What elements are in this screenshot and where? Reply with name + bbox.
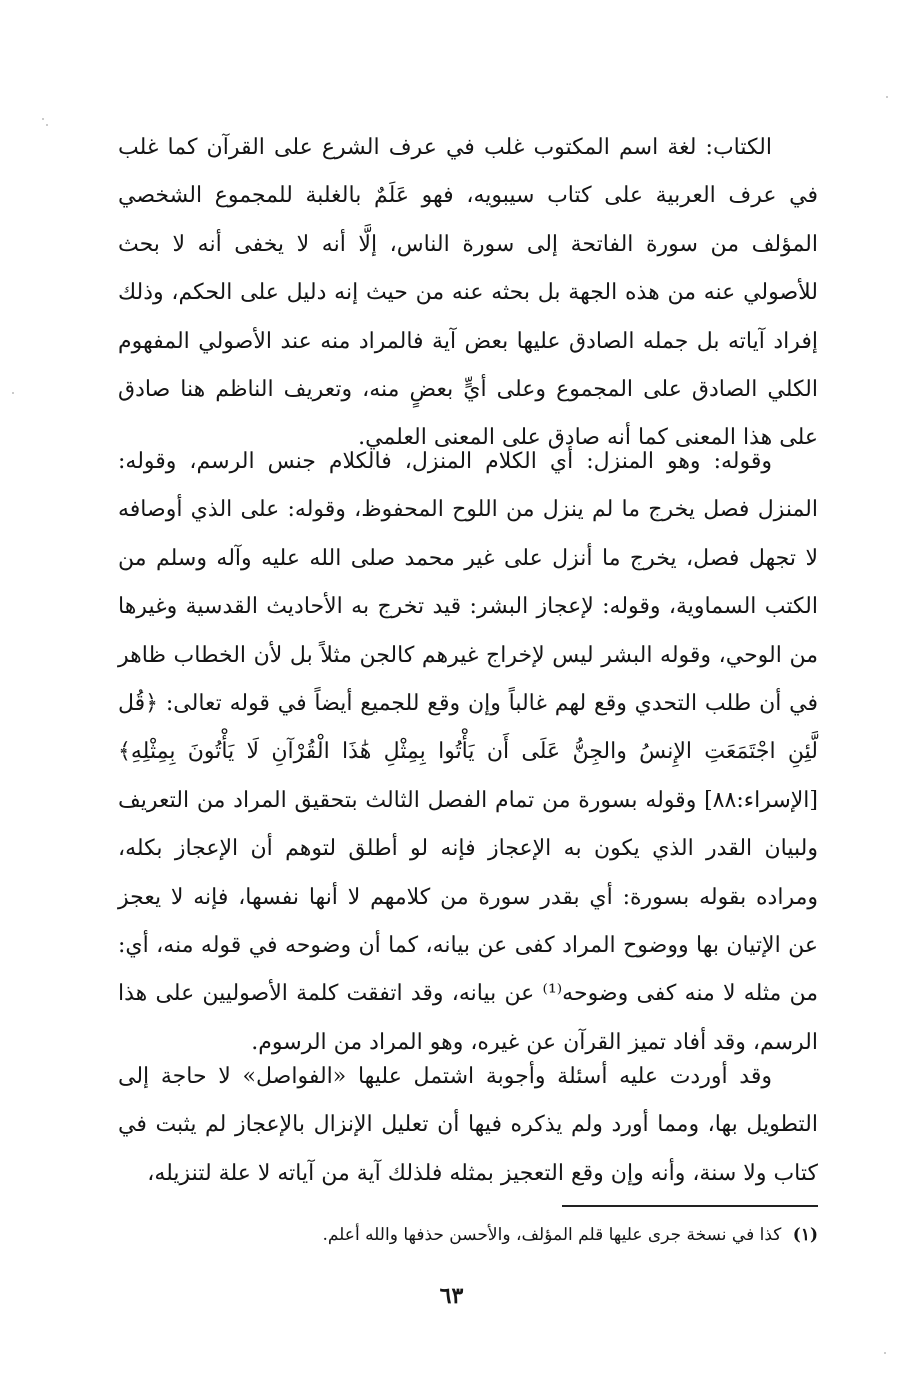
body-paragraph-1 (118, 124, 818, 463)
page-number: ٦٣ (439, 1283, 464, 1309)
footnote-divider (562, 1205, 818, 1207)
paragraph-text: وقد أوردت عليه أسئلة وأجوبة اشتمل عليها «الفواصل» لا حاجة إلى التطويل بها، ومما أورد ولم يذكره فيها أن تعليل الإنزال بالإعجاز لم يثبت في كتاب ولا سنة، وأنه وإن وقع التعجيز بمثله فلذلك آية من آياته لا علة لتنزيله، (118, 1064, 818, 1186)
paper-speck (886, 96, 888, 98)
footnote-text: كذا في نسخة جرى عليها قلم المؤلف، والأحسن حذفها والله أعلم. (322, 1225, 782, 1245)
footnote-marker: (١) (792, 1225, 818, 1245)
footnote (118, 1219, 818, 1251)
paper-speck (42, 118, 44, 120)
paper-speck (884, 1352, 886, 1354)
body-paragraph-2 (118, 438, 818, 1067)
body-paragraph-3 (118, 1053, 818, 1198)
paper-speck (46, 124, 48, 126)
paragraph-text: الكتاب: لغة اسم المكتوب غلب في عرف الشرع على القرآن كما غلب في عرف العربية على كتاب سيبويه، فهو عَلَمٌ بالغلبة للمجموع الشخصي المؤلف من سورة الفاتحة إلى سورة الناس، إلَّا أنه لا يخفى أنه لا بحث للأصولي عنه من هذه الجهة بل بحثه عنه من حيث إنه دليل على الحكم، وذلك إفراد آياته بل جمله الصادق عليها بعض آية فالمراد منه عند الأصولي المفهوم الكلي الصادق على المجموع وعلى أيٍّ بعضٍ منه، وتعريف الناظم هنا صادق على هذا المعنى كما أنه صادق على المعنى العلمي. (118, 135, 818, 451)
paper-speck (12, 392, 14, 394)
paragraph-text: وقوله: وهو المنزل: أي الكلام المنزل، فالكلام جنس الرسم، وقوله: المنزل فصل يخرج ما لم ينزل من اللوح المحفوظ، وقوله: على الذي أوصافه لا تجهل فصل، يخرج ما أنزل على غير محمد صلى الله عليه وآله وسلم من الكتب السماوية، وقوله: لإعجاز البشر: قيد تخرج به الأحاديث القدسية وغيرها من الوحي، وقوله البشر ليس لإخراج غيرهم كالجن مثلاً بل لأن الخطاب ظاهر في أن طلب التحدي وقع لهم غالباً وإن وقع للجميع أيضاً في قوله تعالى: ﴿قُل لَّئِنِ اجْتَمَعَتِ الإِنسُ والجِنُّ عَلَى أَن يَأْتُوا بِمِثْلِ هَٰذَا الْقُرْآنِ لَا يَأْتُونَ بِمِثْلِهِ﴾ [الإسراء:٨٨] وقوله بسورة من تمام الفصل الثالث بتحقيق المراد من التعريف ولبيان القدر الذي يكون به الإعجاز فإنه لو أطلق لتوهم أن الإعجاز بكله، ومراده بقوله بسورة: أي بقدر سورة من كلامهم لا أنها نفسها، فإنه لا يعجز عن الإتيان بها ووضوح المراد كفى عن بيانه، كما أن وضوحه في قوله منه، أي: من مثله لا منه كفى وضوحه⁽¹⁾ عن بيانه، وقد اتفقت كلمة الأصوليين على هذا الرسم، وقد أفاد تميز القرآن عن غيره، وهو المراد من الرسوم. (118, 449, 819, 1055)
